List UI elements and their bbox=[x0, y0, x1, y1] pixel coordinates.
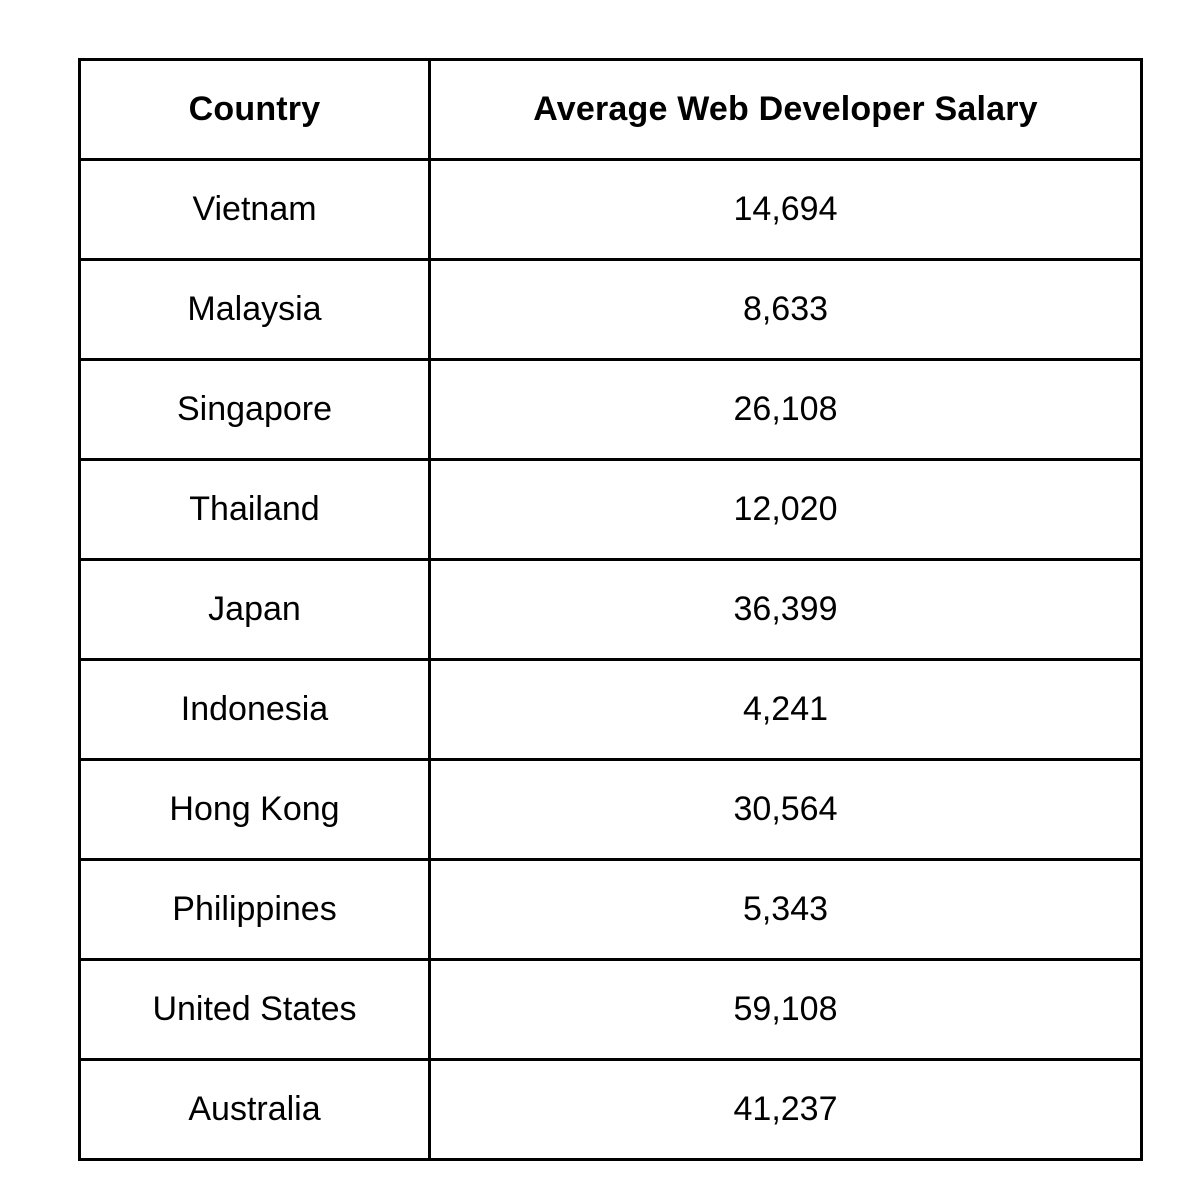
cell-country-value: Indonesia bbox=[180, 689, 329, 728]
cell-country-value: Philippines bbox=[172, 889, 337, 928]
column-header-salary bbox=[430, 60, 1142, 160]
salary-table-container bbox=[78, 58, 1140, 1161]
cell-salary bbox=[430, 660, 1142, 760]
table-row bbox=[80, 160, 1142, 260]
table-header-row bbox=[80, 60, 1142, 160]
cell-salary-value: 12,020 bbox=[733, 489, 838, 528]
table-body bbox=[80, 160, 1142, 1160]
column-header-country-label: Country bbox=[188, 89, 321, 128]
table-row bbox=[80, 760, 1142, 860]
cell-salary bbox=[430, 860, 1142, 960]
salary-table bbox=[78, 58, 1143, 1161]
cell-salary-value: 4,241 bbox=[742, 689, 829, 728]
cell-country bbox=[80, 360, 430, 460]
cell-salary-value: 14,694 bbox=[733, 189, 838, 228]
cell-country bbox=[80, 960, 430, 1060]
table-row bbox=[80, 260, 1142, 360]
table-row bbox=[80, 660, 1142, 760]
cell-country-value: Singapore bbox=[176, 389, 332, 428]
cell-country bbox=[80, 860, 430, 960]
cell-salary-value: 59,108 bbox=[733, 989, 838, 1028]
cell-country-value: Hong Kong bbox=[169, 789, 340, 828]
cell-salary-value: 5,343 bbox=[742, 889, 829, 928]
cell-country bbox=[80, 460, 430, 560]
cell-country bbox=[80, 1060, 430, 1160]
cell-country bbox=[80, 260, 430, 360]
column-header-salary-label: Average Web Developer Salary bbox=[533, 89, 1038, 128]
table-header bbox=[80, 60, 1142, 160]
cell-country-value: Japan bbox=[208, 589, 301, 628]
cell-country-value: Thailand bbox=[189, 489, 320, 528]
cell-salary-value: 26,108 bbox=[733, 389, 838, 428]
cell-country bbox=[80, 560, 430, 660]
table-row bbox=[80, 860, 1142, 960]
cell-country bbox=[80, 660, 430, 760]
cell-salary bbox=[430, 160, 1142, 260]
cell-salary bbox=[430, 460, 1142, 560]
table-row bbox=[80, 960, 1142, 1060]
table-row bbox=[80, 1060, 1142, 1160]
cell-salary bbox=[430, 260, 1142, 360]
cell-salary-value: 30,564 bbox=[733, 789, 838, 828]
column-header-country bbox=[80, 60, 430, 160]
cell-country-value: United States bbox=[152, 989, 357, 1028]
cell-salary bbox=[430, 1060, 1142, 1160]
table-row bbox=[80, 460, 1142, 560]
table-row bbox=[80, 360, 1142, 460]
cell-salary-value: 41,237 bbox=[733, 1089, 838, 1128]
cell-salary bbox=[430, 360, 1142, 460]
cell-country-value: Australia bbox=[188, 1089, 321, 1128]
cell-country-value: Vietnam bbox=[192, 189, 317, 228]
cell-salary-value: 36,399 bbox=[733, 589, 838, 628]
cell-salary bbox=[430, 960, 1142, 1060]
cell-country-value: Malaysia bbox=[187, 289, 322, 328]
table-row bbox=[80, 560, 1142, 660]
cell-country bbox=[80, 760, 430, 860]
cell-salary-value: 8,633 bbox=[742, 289, 829, 328]
cell-salary bbox=[430, 760, 1142, 860]
cell-country bbox=[80, 160, 430, 260]
cell-salary bbox=[430, 560, 1142, 660]
